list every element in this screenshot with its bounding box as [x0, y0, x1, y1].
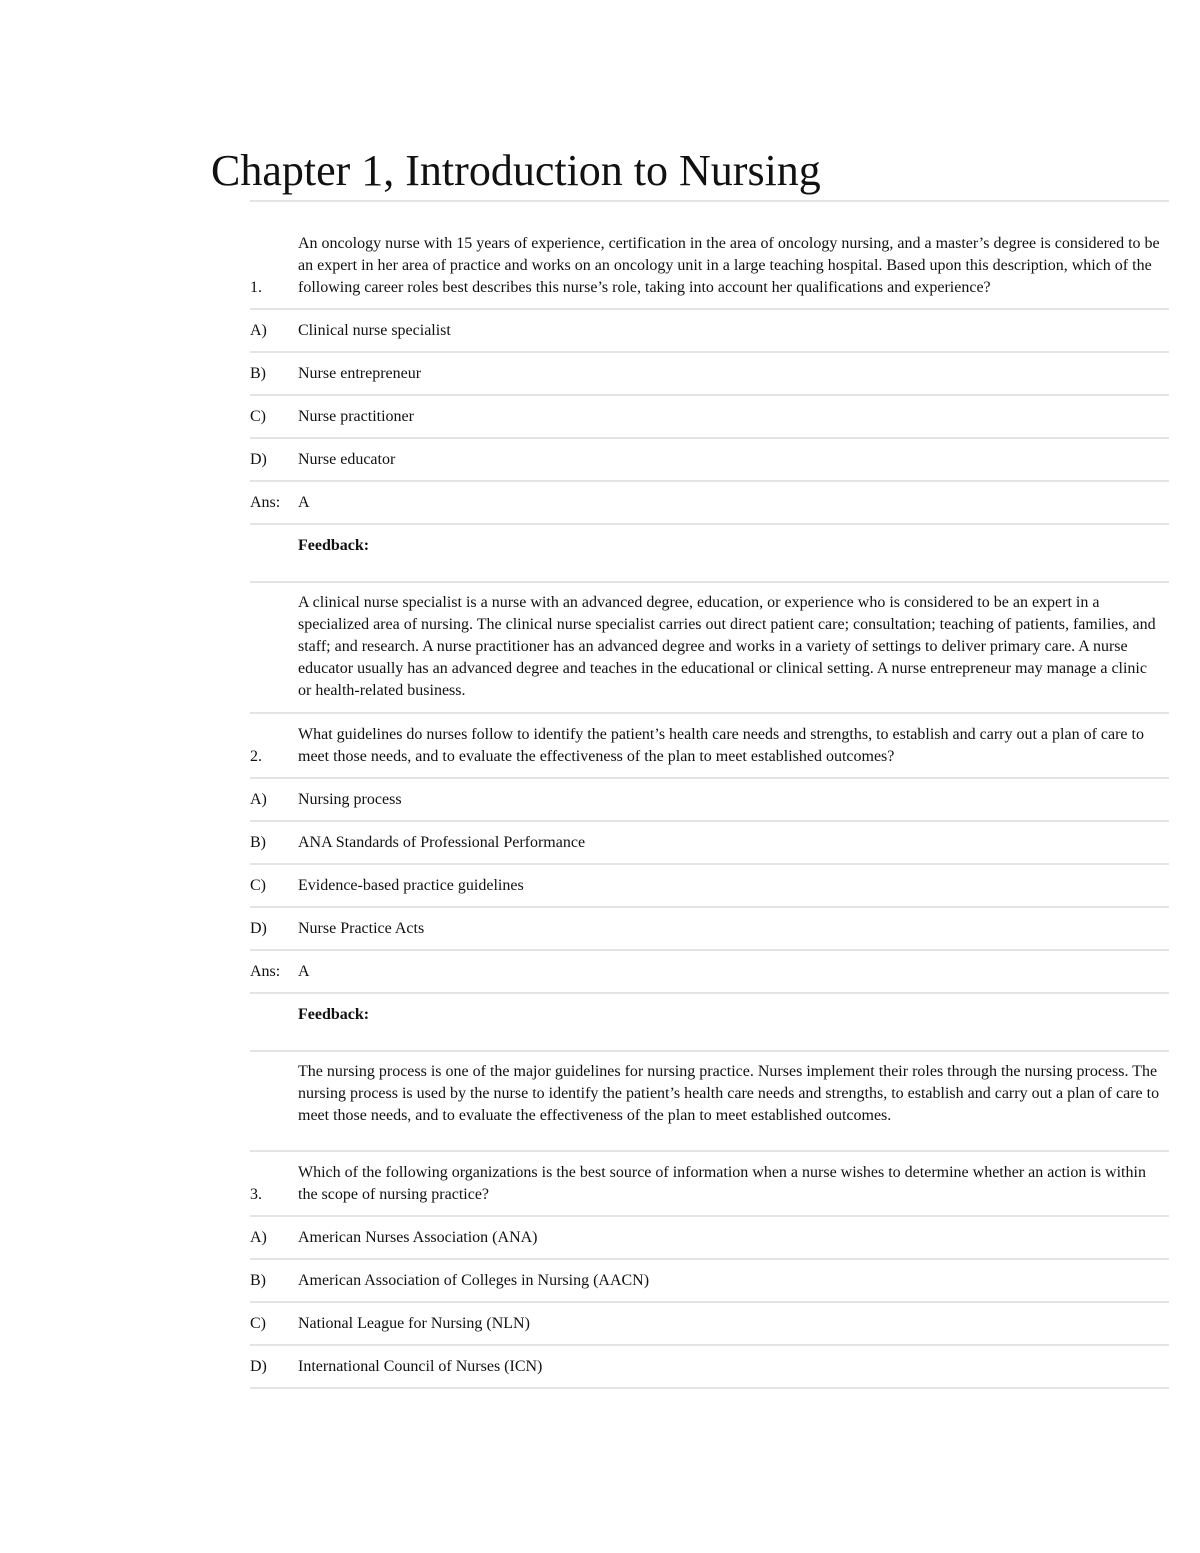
feedback-text: The nursing process is one of the major guidelines for nursing practice. Nurses implement their roles through the nursing process. The nursing process is used by the nurse to identify the patient’s health care needs and strengths, to establish and carry out a plan of care to meet those needs, and to evaluate the effectiveness of the plan to meet established outcomes. — [298, 1063, 1160, 1124]
option-label: D) — [250, 1358, 267, 1375]
answer-label: Ans: — [250, 494, 281, 511]
option-row — [250, 437, 1169, 480]
question-stem: Which of the following organizations is the best source of information when a nurse wishes to determine whether an action is within the scope of nursing practice? — [298, 1164, 1146, 1203]
option-row — [250, 906, 1169, 949]
option-label: D) — [250, 920, 267, 937]
option-row — [250, 1344, 1169, 1389]
option-text: Nurse Practice Acts — [298, 920, 425, 937]
option-row — [250, 777, 1169, 820]
option-text: Clinical nurse specialist — [298, 322, 451, 339]
option-label: C) — [250, 408, 266, 425]
answer-value: A — [298, 963, 310, 980]
option-text: Nurse practitioner — [298, 408, 414, 425]
feedback-heading: Feedback: — [298, 537, 370, 554]
feedback-heading-row — [250, 992, 1169, 1050]
option-text: International Council of Nurses (ICN) — [298, 1358, 543, 1375]
option-label: B) — [250, 834, 266, 851]
option-label: B) — [250, 365, 266, 382]
option-text: ANA Standards of Professional Performance — [298, 834, 586, 851]
option-row — [250, 820, 1169, 863]
feedback-heading-row — [250, 523, 1169, 581]
option-label: C) — [250, 877, 266, 894]
option-row — [250, 1258, 1169, 1301]
option-text: American Association of Colleges in Nursing (AACN) — [298, 1272, 650, 1289]
answer-row — [250, 949, 1169, 992]
option-label: A) — [250, 791, 267, 808]
feedback-heading: Feedback: — [298, 1006, 370, 1023]
option-label: A) — [250, 1229, 267, 1246]
option-label: C) — [250, 1315, 266, 1332]
option-text: American Nurses Association (ANA) — [298, 1229, 538, 1246]
option-label: A) — [250, 322, 267, 339]
option-label: D) — [250, 451, 267, 468]
option-row — [250, 394, 1169, 437]
question-number: 1. — [250, 279, 262, 296]
feedback-row — [250, 581, 1169, 712]
question-number: 2. — [250, 748, 262, 765]
option-text: Nurse entrepreneur — [298, 365, 422, 382]
question-number: 3. — [250, 1186, 262, 1203]
option-text: Nurse educator — [298, 451, 396, 468]
question-stem: What guidelines do nurses follow to identify the patient’s health care needs and strengths, to establish and carry out a plan of care to meet those needs, and to evaluate the effectiveness of the plan to meet established outcomes? — [298, 726, 1144, 765]
feedback-text: A clinical nurse specialist is a nurse with an advanced degree, education, or experience who is considered to be an expert in a specialized area of nursing. The clinical nurse specialist carries out direct patient care; consultation; teaching of patients, families, and staff; and research. A nurse practitioner has an advanced degree and works in a variety of settings to deliver primary care. A nurse educator usually has an advanced degree and teaches in the educational or clinical setting. A nurse entrepreneur may manage a clinic or health-related business. — [298, 594, 1156, 699]
answer-label: Ans: — [250, 963, 281, 980]
option-row — [250, 308, 1169, 351]
question-row — [250, 200, 1169, 308]
answer-value: A — [298, 494, 310, 511]
question-row — [250, 712, 1169, 777]
option-row — [250, 351, 1169, 394]
option-label: B) — [250, 1272, 266, 1289]
page-title: Chapter 1, Introduction to Nursing — [211, 146, 821, 195]
option-row — [250, 1215, 1169, 1258]
option-row — [250, 1301, 1169, 1344]
option-text: National League for Nursing (NLN) — [298, 1315, 530, 1332]
answer-row — [250, 480, 1169, 523]
question-row — [250, 1150, 1169, 1215]
option-text: Evidence-based practice guidelines — [298, 877, 524, 894]
option-row — [250, 863, 1169, 906]
feedback-row — [250, 1050, 1169, 1150]
question-table — [250, 200, 1169, 1389]
option-text: Nursing process — [298, 791, 402, 808]
question-stem: An oncology nurse with 15 years of experience, certification in the area of oncology nursing, and a master’s degree is considered to be an expert in her area of practice and works on an oncology unit in a large teaching hospital. Based upon this description, which of the following career roles best describes this nurse’s role, taking into account her qualifications and experience? — [298, 235, 1160, 296]
